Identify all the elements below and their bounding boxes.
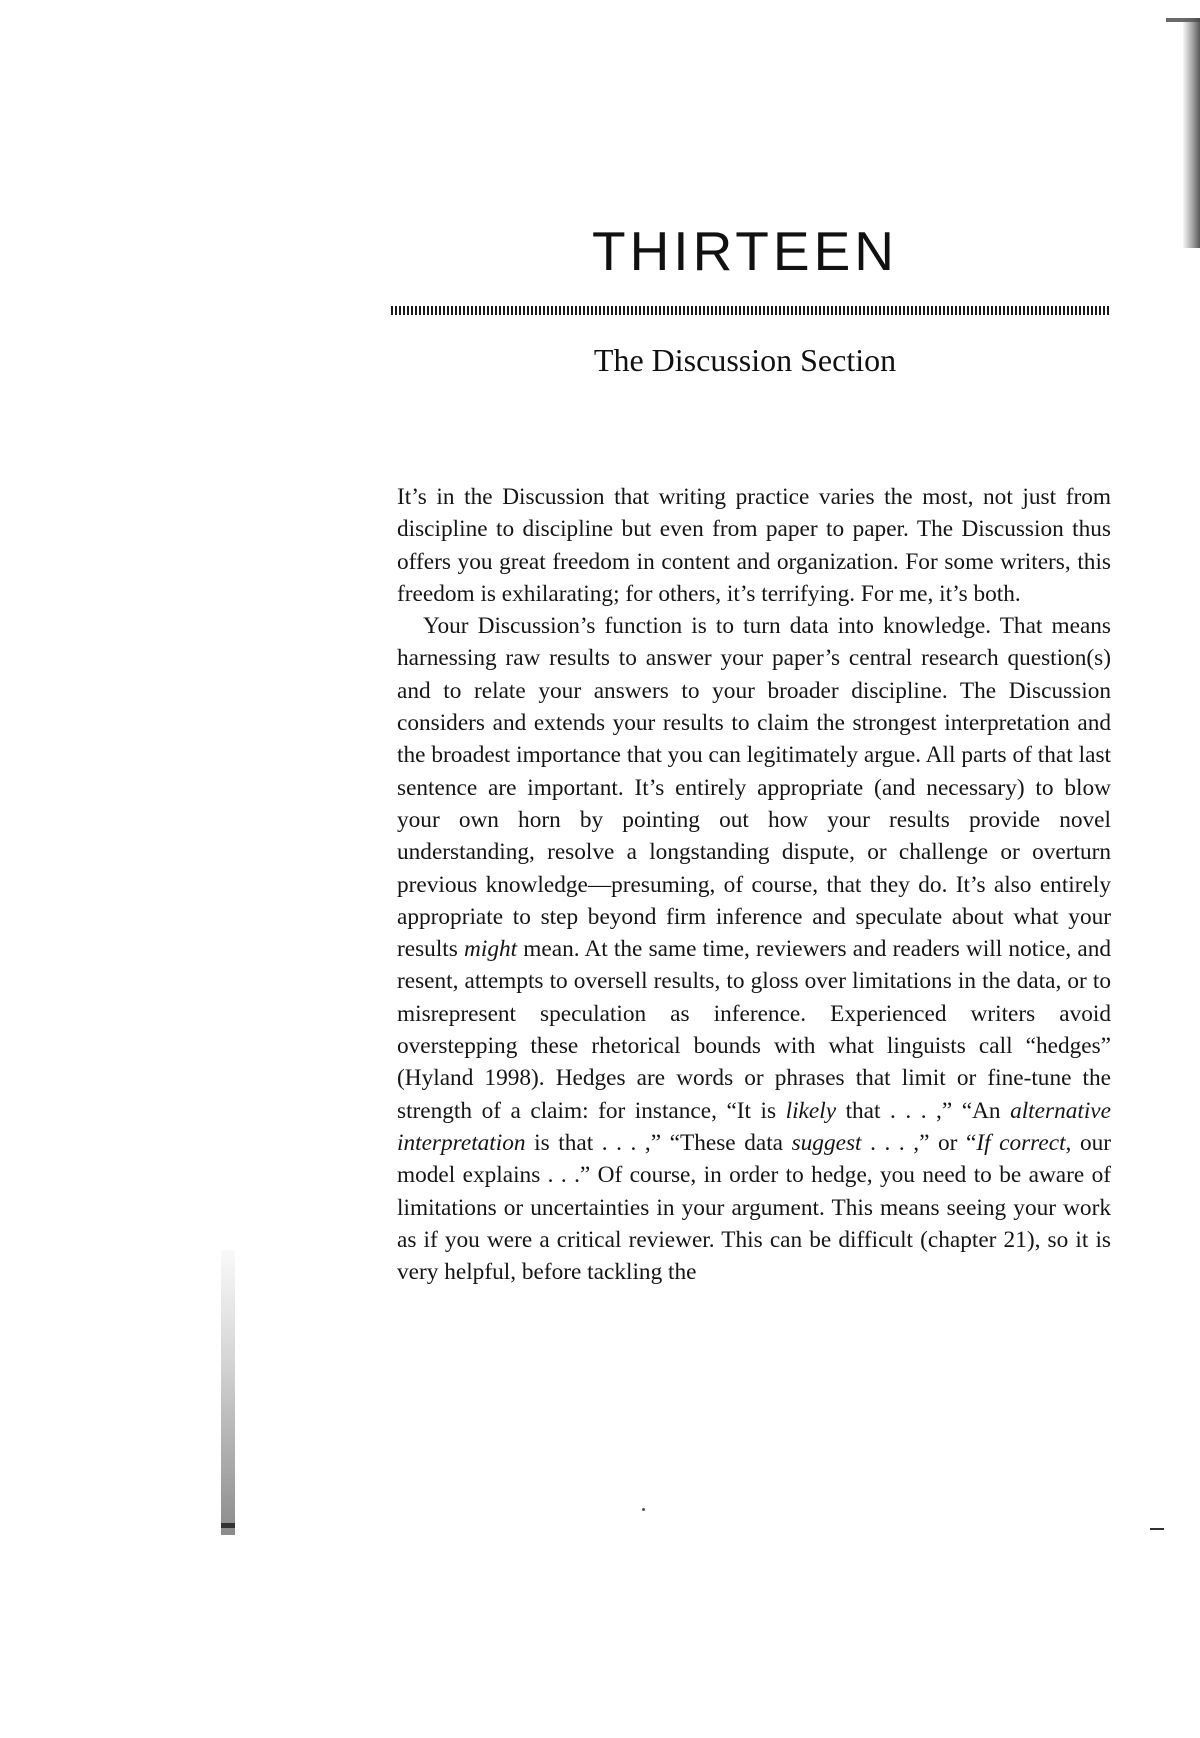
body-text	[397, 481, 1111, 1288]
paragraph: It’s in the Discussion that writing practice varies the most, not just from discipline to discipline but even from paper to paper. The Discussion thus offers you great freedom in content and organization. For some writers, this freedom is exhilarating; for others, it’s terrifying. For me, it’s both.	[397, 484, 1111, 607]
scan-mark	[642, 1508, 645, 1511]
scan-edge-shadow	[1183, 18, 1200, 248]
paragraph: Your Discussion’s function is to turn data into knowledge. That means harnessing raw results to answer your paper’s central research question(s) and to relate your answers to your broader discipline. The Discussion considers and extends your results to claim the strongest interpretation and the broadest importance that you can legitimately argue. All parts of that last sentence are important. It’s entirely appropriate (and necessary) to blow your own horn by pointing out how your results provide novel understanding, resolve a longstanding dispute, or challenge or overturn previous knowledge—presuming, of course, that they do. It’s also entirely appropriate to step beyond firm inference and speculate about what your results might mean. At the same time, reviewers and readers will notice, and resent, attempts to oversell results, to gloss over limitations in the data, or to misrepresent speculation as inference. Experienced writers avoid overstepping these rhetorical bounds with what linguists call “hedges” (Hyland 1998). Hedges are words or phrases that limit or fine-tune the strength of a claim: for instance, “It is likely that . . . ,” “An alternative interpretation is that . . . ,” “These data suggest . . . ,” or “If correct, our model explains . . .” Of course, in order to hedge, you need to be aware of limitations or uncertainties in your argument. This means seeing your work as if you were a critical reviewer. This can be difficult (chapter 21), so it is very helpful, before tackling the	[397, 613, 1111, 1286]
decorative-rule	[391, 306, 1110, 315]
scan-edge-shadow	[221, 1523, 235, 1528]
scan-mark	[1150, 1528, 1164, 1530]
chapter-title: The Discussion Section	[593, 342, 897, 378]
chapter-number: THIRTEEN	[591, 220, 898, 282]
scan-edge-shadow	[221, 1250, 235, 1535]
